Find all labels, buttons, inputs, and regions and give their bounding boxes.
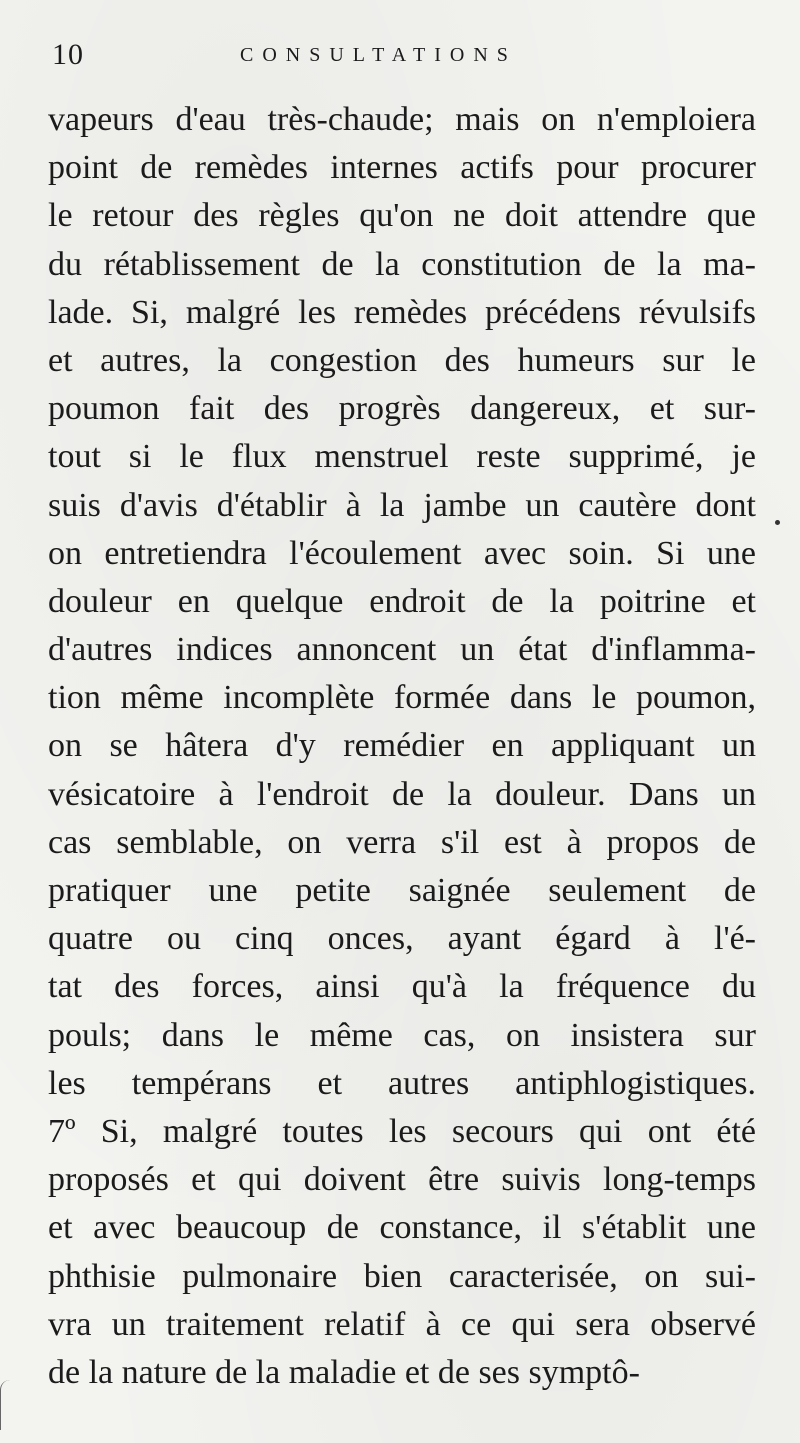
text-line: le retour des règles qu'on ne doit attendre que [48,197,756,235]
text-line: phthisie pulmonaire bien caracterisée, on sui- [48,1257,756,1295]
text-line: lade. Si, malgré les remèdes précédens révulsifs [48,293,756,331]
body-text [48,96,756,1397]
text-line: vapeurs d'eau très-chaude; mais on n'emploiera [48,101,756,138]
text-line: 7º Si, malgré toutes les secours qui ont été [48,1112,756,1150]
text-line: douleur en quelque endroit de la poitrine et [48,582,756,620]
text-line: de la nature de la maladie et de ses symptô- [48,1353,640,1391]
text-line: poumon fait des progrès dangereux, et sur- [48,390,756,428]
running-head: CONSULTATIONS [240,44,517,66]
page-number: 10 [52,38,84,71]
page-header [50,38,750,78]
text-line: vra un traitement relatif à ce qui sera observé [48,1305,756,1343]
text-line: on entretiendra l'écoulement avec soin. Si une [48,534,756,572]
text-line: cas semblable, on verra s'il est à propos de [48,823,756,861]
text-line: et autres, la congestion des humeurs sur le [48,341,756,379]
text-line: pratiquer une petite saignée seulement de [48,872,756,909]
text-line: proposés et qui doivent être suivis long-temps [48,1161,756,1199]
text-line: tion même incomplète formée dans le poumon, [48,679,756,717]
text-line: quatre ou cinq onces, ayant égard à l'é- [48,920,756,958]
text-line: pouls; dans le même cas, on insistera sur [48,1016,756,1054]
text-line: vésicatoire à l'endroit de la douleur. Dans un [48,775,756,813]
text-line: tat des forces, ainsi qu'à la fréquence du [48,968,756,1006]
ink-speck [775,520,780,525]
text-line: et avec beaucoup de constance, il s'établit une [48,1209,756,1247]
text-line: du rétablissement de la constitution de la ma- [48,245,756,283]
text-line: on se hâtera d'y remédier en appliquant un [48,727,756,765]
text-line: point de remèdes internes actifs pour procurer [48,149,756,187]
text-line: tout si le flux menstruel reste supprimé, je [48,438,756,476]
text-line: d'autres indices annoncent un état d'inflamma- [48,631,756,669]
page-edge-mark [0,1380,15,1430]
text-line: suis d'avis d'établir à la jambe un cautère dont [48,486,756,524]
text-line: les tempérans et autres antiphlogistiques. [48,1064,756,1102]
